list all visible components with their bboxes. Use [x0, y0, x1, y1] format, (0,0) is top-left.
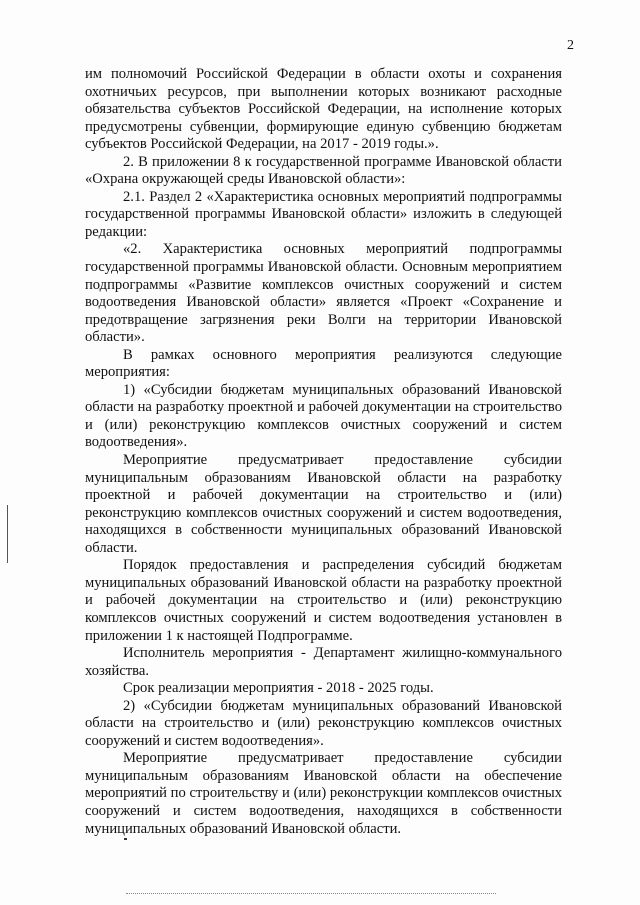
paragraph-item-2-1: 2.1. Раздел 2 «Характеристика основных мероприятий подпрограммы государственной программы Ивановской области» изложить в следующей редакции:: [85, 188, 562, 240]
scan-edge-mark: [7, 505, 8, 563]
page-number: 2: [567, 38, 574, 53]
document-body: [85, 66, 562, 838]
paragraph-activity-1: 1) «Субсидии бюджетам муниципальных образований Ивановской области на разработку проектной и рабочей документации на строительство и (или) реконструкцию комплексов очистных сооружений и систем водоотведения».: [85, 381, 562, 451]
paragraph-section-2-quote: «2. Характеристика основных мероприятий подпрограммы государственной программы Ивановской области. Основным мероприятием подпрограммы «Развитие комплексов очистных сооружений и систем водоотведения Ивановской области» является «Проект «Сохранение и предотвращение загрязнения реки Волги на территории Ивановской области».: [85, 241, 562, 346]
scan-speck: [124, 838, 127, 840]
paragraph-activity-2-description: Мероприятие предусматривает предоставление субсидии муниципальным образованиям Ивановской области на обеспечение мероприятий по строительству и (или) реконструкции комплексов очистных сооружений и систем водоотведения, находящихся в собственности муниципальных образований Ивановской области.: [85, 750, 562, 837]
paragraph-activity-1-executor: Исполнитель мероприятия - Департамент жилищно-коммунального хозяйства.: [85, 645, 562, 679]
paragraph-continuation: им полномочий Российской Федерации в области охоты и сохранения охотничьих ресурсов, при выполнении которых возникают расходные обязательства субъектов Российской Федерации, на исполнение которых предусмотрены субвенции, формирующие единую субвенцию бюджетам субъектов Российской Федерации, на 2017 - 2019 годы.».: [85, 66, 562, 153]
scan-bottom-line: [126, 893, 496, 895]
paragraph-activity-2: 2) «Субсидии бюджетам муниципальных образований Ивановской области на строительство и (или) реконструкцию комплексов очистных сооружений и систем водоотведения».: [85, 697, 562, 749]
paragraph-activity-1-procedure: Порядок предоставления и распределения субсидий бюджетам муниципальных образований Ивановской области на разработку проектной и рабочей документации на строительство и (или) реконструкцию комплексов очистных сооружений и систем водоотведения установлен в приложении 1 к настоящей Подпрограмме.: [85, 557, 562, 644]
paragraph-item-2: 2. В приложении 8 к государственной программе Ивановской области «Охрана окружающей среды Ивановской области»:: [85, 153, 562, 188]
paragraph-activity-1-description: Мероприятие предусматривает предоставление субсидии муниципальным образованиям Ивановской области на разработку проектной и рабочей документации на строительство и (или) реконструкцию комплексов очистных сооружений и систем водоотведения, находящихся в собственности муниципальных образований Ивановской области.: [85, 452, 562, 556]
paragraph-activity-1-term: Срок реализации мероприятия - 2018 - 2025 годы.: [123, 680, 434, 697]
paragraph-activities-intro: В рамках основного мероприятия реализуются следующие мероприятия:: [85, 346, 562, 381]
